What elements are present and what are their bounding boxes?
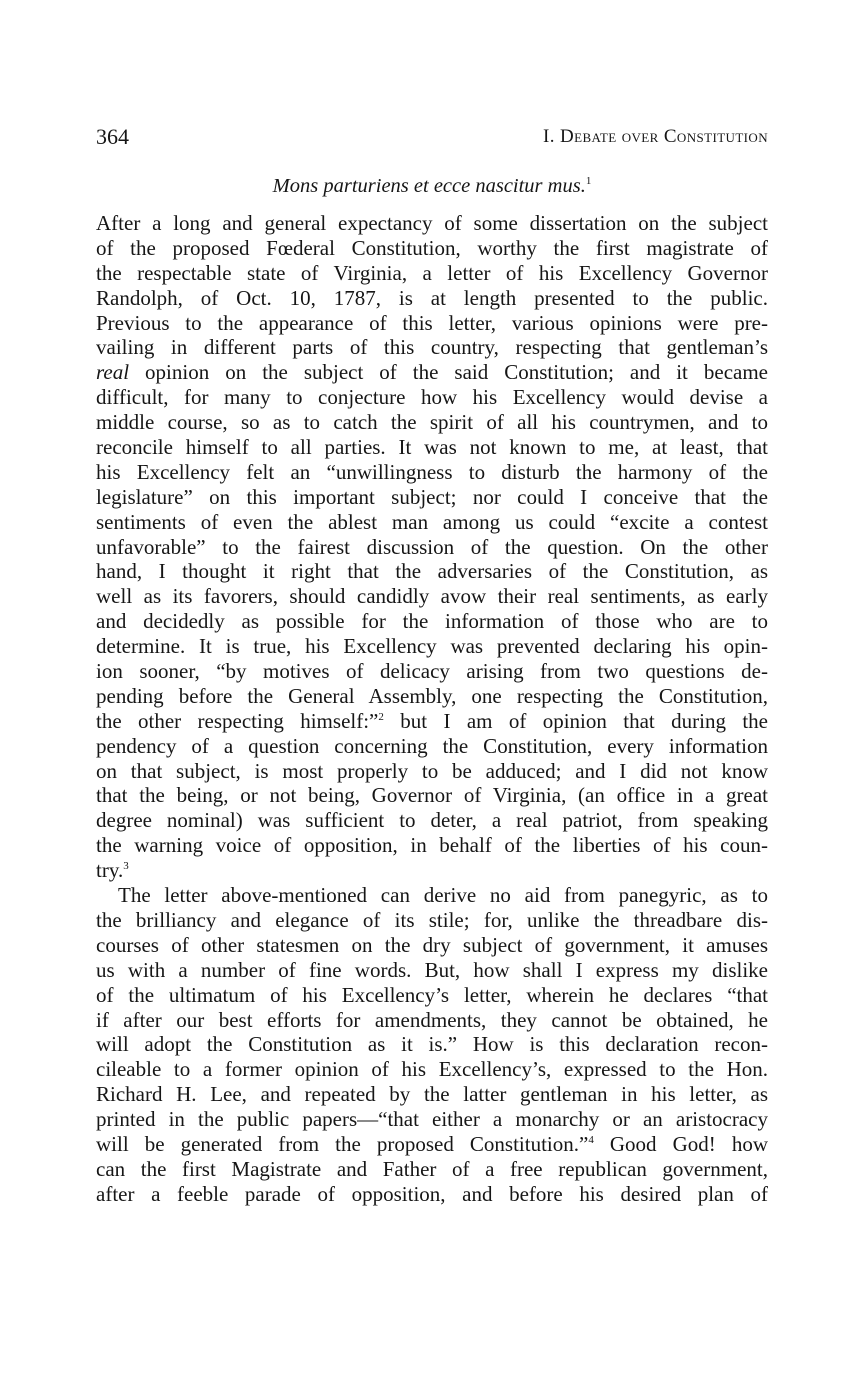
- text-line: well as its favorers, should candidly avow their real sentiments, as early: [96, 584, 768, 609]
- text-span: but I am of opinion that during the: [383, 708, 768, 733]
- text-line: the respectable state of Virginia, a letter of his Excellency Governor: [96, 260, 768, 285]
- text-line: hand, I thought it right that the adversaries of the Constitution, as: [96, 559, 768, 584]
- text-span: the other respecting himself:”: [96, 708, 379, 733]
- text-line: that the being, or not being, Governor of Virginia, (an office in a great: [96, 783, 768, 808]
- text-line: sentiments of even the ablest man among us could “excite a contest: [96, 509, 768, 534]
- footnote-marker: 2: [378, 710, 384, 723]
- text-line: and decidedly as possible for the information of those who are to: [96, 609, 768, 634]
- text-line: pending before the General Assembly, one respecting the Constitution,: [96, 683, 768, 708]
- text-line: legislature” on this important subject; nor could I conceive that the: [96, 484, 768, 509]
- text-line: Previous to the appearance of this letter, various opinions were pre-: [96, 310, 768, 335]
- text-line: [96, 1132, 768, 1157]
- text-line: if after our best efforts for amendments, they cannot be obtained, he: [96, 1007, 768, 1032]
- epigraph-text: Mons parturiens et ecce nascitur mus.: [272, 175, 586, 197]
- text-line: middle course, so as to catch the spirit of all his countrymen, and to: [96, 410, 768, 435]
- page-number: 364: [96, 124, 129, 149]
- text-line: After a long and general expectancy of some dissertation on the subject: [96, 211, 768, 235]
- footnote-marker: 3: [123, 860, 129, 873]
- text-line: Randolph, of Oct. 10, 1787, is at length presented to the public.: [96, 285, 768, 310]
- text-line: Richard H. Lee, and repeated by the latter gentleman in his letter, as: [96, 1082, 768, 1107]
- text-line: on that subject, is most properly to be adduced; and I did not know: [96, 758, 768, 783]
- text-line: [96, 360, 768, 385]
- footnote-marker: 4: [588, 1133, 594, 1146]
- text-line: us with a number of fine words. But, how shall I express my dislike: [96, 957, 768, 982]
- text-span: try.: [96, 858, 124, 883]
- text-line: of the ultimatum of his Excellency’s letter, wherein he declares “that: [96, 982, 768, 1007]
- text-line: courses of other statesmen on the dry subject of government, it amuses: [96, 932, 768, 957]
- page-header: [96, 122, 768, 152]
- emphasis: real: [96, 360, 130, 385]
- text-line: the brilliancy and elegance of its stile; for, unlike the threadbare dis-: [96, 907, 768, 932]
- text-line: difficult, for many to conjecture how his Excellency would devise a: [96, 385, 768, 410]
- running-head: I. Debate over Constitution: [542, 126, 768, 147]
- text-line: [96, 709, 768, 734]
- text-line: unfavorable” to the fairest discussion of the question. On the other: [96, 534, 768, 559]
- text-line: can the first Magistrate and Father of a free republican government,: [96, 1156, 768, 1181]
- text-line: [96, 858, 768, 883]
- text-line: vailing in different parts of this country, respecting that gentleman’s: [96, 335, 768, 360]
- text-line: the warning voice of opposition, in behalf of the liberties of his coun-: [96, 833, 768, 858]
- text-line: degree nominal) was sufficient to deter, a real patriot, from speaking: [96, 808, 768, 833]
- text-line: will adopt the Constitution as it is.” How is this declaration recon-: [96, 1032, 768, 1057]
- text-line: determine. It is true, his Excellency was prevented declaring his opin-: [96, 634, 768, 659]
- epigraph: [96, 172, 768, 200]
- text-line: his Excellency felt an “unwillingness to disturb the harmony of the: [96, 459, 768, 484]
- text-line: cileable to a former opinion of his Excellency’s, expressed to the Hon.: [96, 1057, 768, 1082]
- text-line: pendency of a question concerning the Constitution, every information: [96, 733, 768, 758]
- text-line: ion sooner, “by motives of delicacy arising from two questions de-: [96, 659, 768, 684]
- paragraph: [96, 883, 768, 1207]
- text-span: will be generated from the proposed Constitution.”: [96, 1131, 589, 1156]
- text-line: after a feeble parade of opposition, and before his desired plan of: [96, 1181, 768, 1206]
- text-line: reconcile himself to all parties. It was not known to me, at least, that: [96, 435, 768, 460]
- text-span: Good God! how: [593, 1131, 768, 1156]
- body-text: [96, 211, 768, 1207]
- text-line: of the proposed Fœderal Constitution, worthy the first magistrate of: [96, 235, 768, 260]
- text-span: opinion on the subject of the said Constitution; and it became: [129, 360, 768, 385]
- paragraph: [96, 211, 768, 883]
- text-line: The letter above-mentioned can derive no aid from panegyric, as to: [118, 883, 768, 908]
- footnote-marker: 1: [585, 175, 592, 188]
- text-line: printed in the public papers—“that either a monarchy or an aristocracy: [96, 1107, 768, 1132]
